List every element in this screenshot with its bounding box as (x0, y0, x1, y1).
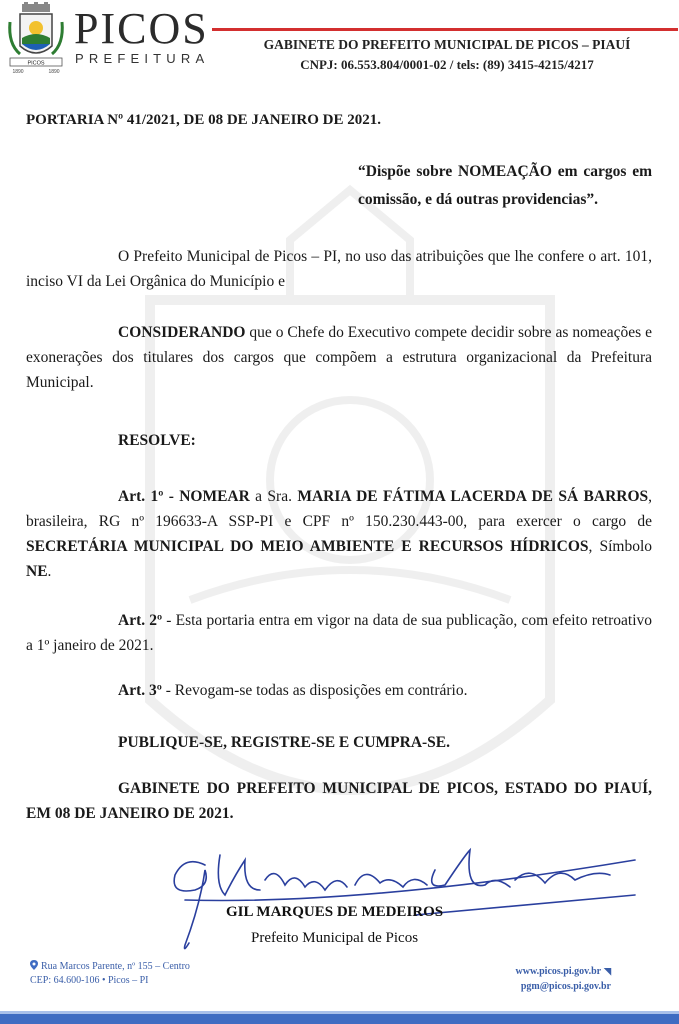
publique-line: PUBLIQUE-SE, REGISTRE-SE E CUMPRA-SE. (118, 734, 451, 751)
art1-label: Art. 1º - NOMEAR (118, 488, 250, 505)
ementa: “Dispõe sobre NOMEAÇÃO em cargos em comissão, e dá outras providencias”. (358, 163, 652, 208)
address-line-2: CEP: 64.600-106 • Picos – PI (30, 975, 149, 986)
art1-text-a: a Sra. (249, 488, 298, 505)
header-divider (212, 28, 678, 31)
article-1 (26, 484, 652, 584)
municipal-crest-icon (6, 2, 66, 76)
considerando-text: que o Chefe do Executivo compete decidir sobre as nomeações e exonerações dos titulares dos cargos que compõem a estrutura organizacional da Prefeitura Municipal. (26, 324, 652, 391)
art3-text: - Revogam-se todas as disposições em contrário. (161, 682, 468, 699)
signatory-name: GIL MARQUES DE MEDEIROS (226, 904, 444, 920)
art1-simbolo: NE (26, 563, 48, 580)
art1-text-b: , brasileira, RG nº 196633-A SSP-PI e CPF nº 150.230.443-00, para exercer o cargo de (26, 488, 653, 530)
crest-year-right: 1890 (48, 69, 60, 75)
portaria-heading: PORTARIA Nº 41/2021, DE 08 DE JANEIRO DE 2021. (26, 112, 382, 128)
article-3 (118, 678, 467, 703)
email-link[interactable]: pgm@picos.pi.gov.br (520, 981, 611, 992)
art2-text: - Esta portaria entra em vigor na data de sua publicação, com efeito retroativo a 1º janeiro de 2021. (26, 612, 652, 654)
art3-label: Art. 3º (118, 682, 162, 699)
signatory-role: Prefeito Municipal de Picos (251, 930, 419, 946)
art2-label: Art. 2º (118, 612, 163, 629)
crest-year-left: 1890 (12, 69, 24, 75)
svg-text:PICOS: PICOS (27, 60, 45, 67)
header-cnpj: CNPJ: 06.553.804/0001-02 / tels: (89) 3415-4215/4217 (300, 57, 594, 72)
address-line-1: Rua Marcos Parente, nº 155 – Centro (41, 961, 190, 972)
location-pin-icon (30, 960, 38, 970)
closing-gabinete (26, 776, 652, 826)
footer-rule (0, 1014, 679, 1024)
resolve-heading: RESOLVE: (118, 432, 196, 449)
art1-end: . (47, 563, 52, 580)
preamble-text: O Prefeito Municipal de Picos – PI, no uso das atribuições que lhe confere o art. 101, inciso VI da Lei Orgânica do Município e (26, 248, 652, 290)
logo-subtitle: PREFEITURA (75, 51, 210, 66)
article-2 (26, 608, 652, 658)
art1-name: MARIA DE FÁTIMA LACERDA DE SÁ BARROS (297, 488, 649, 505)
footer-address (30, 960, 190, 988)
art1-text-c: , Símbolo (588, 538, 652, 555)
logo-wordmark: PICOS (74, 4, 209, 53)
footer-contacts (516, 964, 612, 994)
considerando-label: CONSIDERANDO (118, 324, 246, 341)
signal-icon: ◥ (604, 966, 611, 976)
closing-text: GABINETE DO PREFEITO MUNICIPAL DE PICOS, ESTADO DO PIAUÍ, EM 08 DE JANEIRO DE 2021. (26, 780, 652, 822)
website-link[interactable]: www.picos.pi.gov.br (515, 966, 602, 977)
paragraph-considerando (26, 320, 652, 395)
paragraph-preamble (26, 244, 652, 294)
art1-cargo: SECRETÁRIA MUNICIPAL DO MEIO AMBIENTE E RECURSOS HÍDRICOS (26, 538, 589, 555)
header-title: GABINETE DO PREFEITO MUNICIPAL DE PICOS – PIAUÍ (263, 37, 631, 52)
